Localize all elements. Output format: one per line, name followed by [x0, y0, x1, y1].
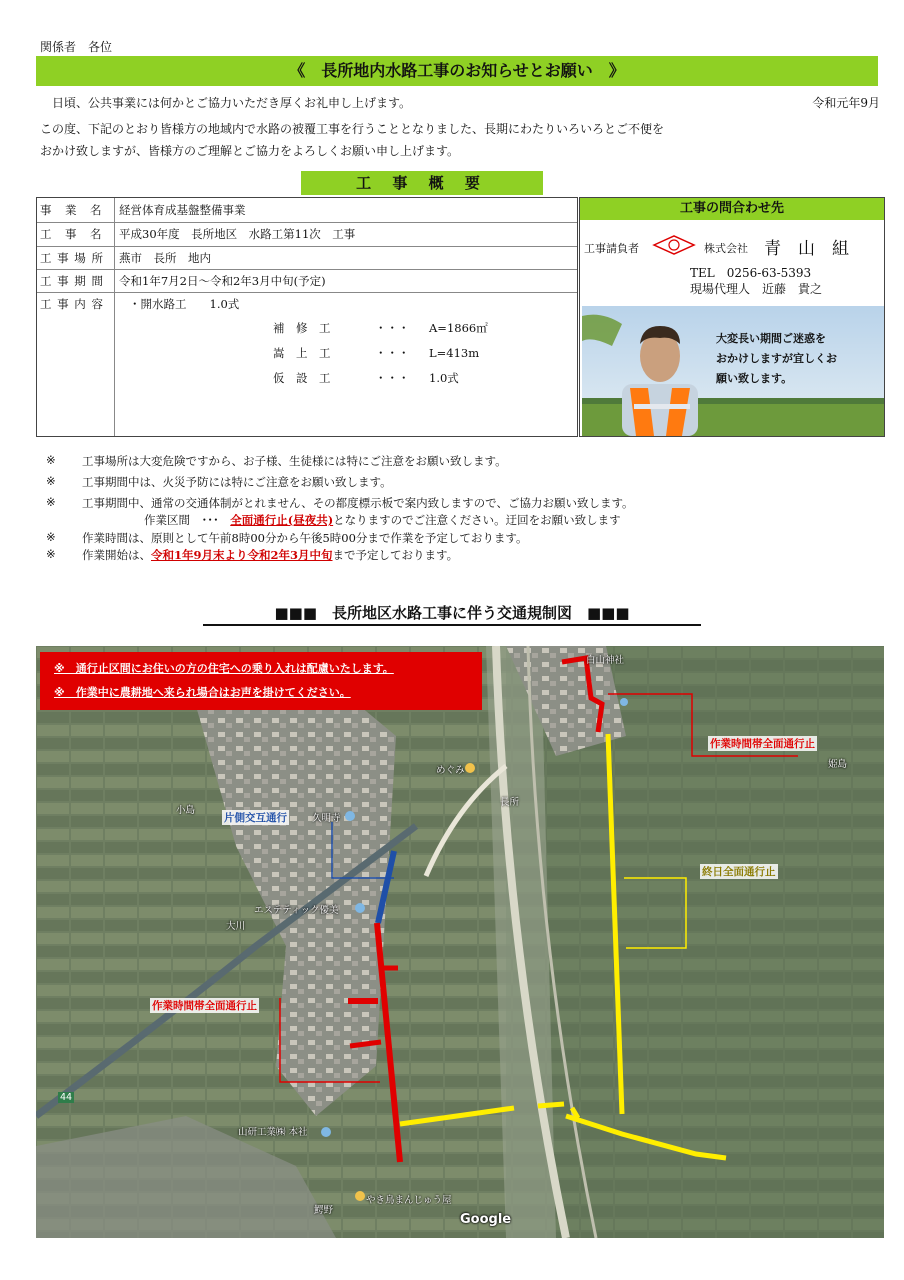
note-mark: ※ [46, 453, 56, 467]
photo-message-line: おかけしますが宜しくお [716, 352, 837, 365]
note-hours: 作業時間は、原則として午前8時00分から午後5時00分まで作業を予定しております。 [82, 531, 528, 545]
intro-line-2: この度、下記のとおり皆様方の地域内で水路の被覆工事を行うこととなりました、長期にわたりいろいろとご不便を [40, 122, 665, 136]
note-mark: ※ [46, 530, 56, 544]
place-label: めぐみ [436, 765, 465, 776]
map-image [36, 646, 884, 1238]
row-value: ・開水路工 1.0式 [129, 297, 240, 311]
photo-message-line: 願い致します。 [716, 372, 793, 385]
place-label: 姫島 [828, 759, 848, 770]
summary-row [37, 293, 577, 436]
note-closure [144, 512, 621, 528]
place-label: 鰐野 [314, 1205, 334, 1216]
note-closure-red: 全面通行止(昼夜共) [230, 513, 334, 527]
issue-date: 令和元年9月 [812, 96, 880, 110]
subitem-name: 仮 設 工 [273, 371, 331, 385]
place-label: 白山神社 [586, 655, 625, 666]
route-shield: 44 [60, 1092, 73, 1103]
summary-heading: 工 事 概 要 [301, 171, 543, 195]
row-label: 工 事 内 容 [37, 293, 115, 436]
subitem-dots: ・・・ [375, 371, 410, 385]
callout-red-top: 作業時間帯全面通行止 [710, 738, 815, 750]
subitem-qty: L=413m [429, 346, 480, 360]
company-logo-icon [652, 234, 696, 256]
row-label: 工 事 期 間 [37, 270, 115, 292]
contact-tel: TEL 0256-63-5393 [690, 266, 812, 280]
map-banner-line: ※ 作業中に農耕地へ来られ場合はお声を掛けてください。 [54, 686, 351, 699]
note-mark: ※ [46, 474, 56, 488]
subitem-qty: A=1866㎡ [429, 321, 488, 335]
subitem-name: 嵩 上 工 [273, 346, 331, 360]
river-label: 大川 [226, 921, 246, 932]
photo-message-line: 大変長い期間ご迷惑を [716, 332, 826, 345]
note-mark: ※ [46, 495, 56, 509]
map-title: ■■■ 長所地区水路工事に伴う交通規制図 ■■■ [274, 604, 630, 622]
note-closure-pre: 作業区間 ･･･ [144, 513, 231, 527]
row-label: 事 業 名 [37, 198, 115, 222]
intro-line-3: おかけ致しますが、皆様方のご理解とご協力をよろしくお願い申し上げます。 [40, 144, 460, 158]
contractor-label: 工事請負者 [584, 242, 639, 255]
subitem-dots: ・・・ [375, 346, 410, 360]
summary-table [36, 197, 578, 437]
summary-row [37, 223, 577, 247]
place-label: 小島 [176, 805, 196, 816]
intro-line-1: 日頃、公共事業には何かとご協力いただき厚くお礼申し上げます。 [40, 96, 412, 110]
contact-heading: 工事の問合わせ先 [580, 198, 884, 220]
note-start-red: 令和1年9月末より令和2年3月中旬 [151, 548, 333, 562]
row-value: 平成30年度 長所地区 水路工第11次 工事 [119, 227, 356, 241]
contact-box [579, 197, 885, 437]
page-title: 《 長所地内水路工事のお知らせとお願い 》 [36, 56, 878, 86]
map-banner-line: ※ 通行止区間にお住いの方の住宅への乗り入れは配慮いたします。 [54, 662, 394, 675]
place-label: やき鳥まんじゅう屋 [366, 1195, 452, 1206]
google-logo: Google [460, 1212, 512, 1227]
note-start-pre: 作業開始は、 [82, 548, 151, 562]
subitem-qty: 1.0式 [429, 371, 459, 385]
addressee: 関係者 各位 [40, 40, 113, 54]
row-label: 工 事 名 [37, 223, 115, 246]
note-start-post: まで予定しております。 [332, 548, 459, 562]
callout-blue: 片側交互通行 [224, 812, 287, 824]
traffic-map [36, 646, 884, 1238]
note-traffic: 工事期間中、通常の交通体制がとれません、その都度標示板で案内致しますので、ご協力お願い致します。 [82, 496, 634, 510]
subitem-dots: ・・・ [375, 321, 410, 335]
row-value: 燕市 長所 地内 [119, 251, 211, 265]
callout-red-left: 作業時間帯全面通行止 [152, 1000, 257, 1012]
summary-row [37, 247, 577, 270]
note-start [82, 547, 458, 563]
note-safety: 工事場所は大変危険ですから、お子様、生徒様には特にご注意をお願い致します。 [82, 454, 507, 468]
place-label: 長所 [500, 797, 520, 808]
company-type: 株式会社 [704, 242, 748, 255]
summary-row [37, 270, 577, 293]
place-label: 山研工業㈱ 本社 [238, 1127, 308, 1138]
callout-yellow: 終日全面通行止 [702, 866, 776, 878]
note-fire: 工事期間中は、火災予防には特にご注意をお願い致します。 [82, 475, 392, 489]
note-closure-post: となりますのでご注意ください。迂回をお願い致します [333, 513, 621, 527]
place-label: エステティック優美 [254, 905, 339, 916]
summary-row [37, 198, 577, 223]
row-label: 工 事 場 所 [37, 247, 115, 269]
site-agent: 現場代理人 近藤 貴之 [690, 282, 823, 296]
company-name: 青 山 組 [764, 239, 849, 259]
subitem-name: 補 修 工 [273, 321, 331, 335]
map-title-underline [203, 624, 701, 626]
site-agent-photo [582, 306, 884, 436]
place-label: 久明寺 [312, 813, 341, 824]
row-value: 経営体育成基盤整備事業 [119, 203, 246, 217]
row-value: 令和1年7月2日～令和2年3月中旬(予定) [119, 274, 326, 288]
note-mark: ※ [46, 547, 56, 561]
